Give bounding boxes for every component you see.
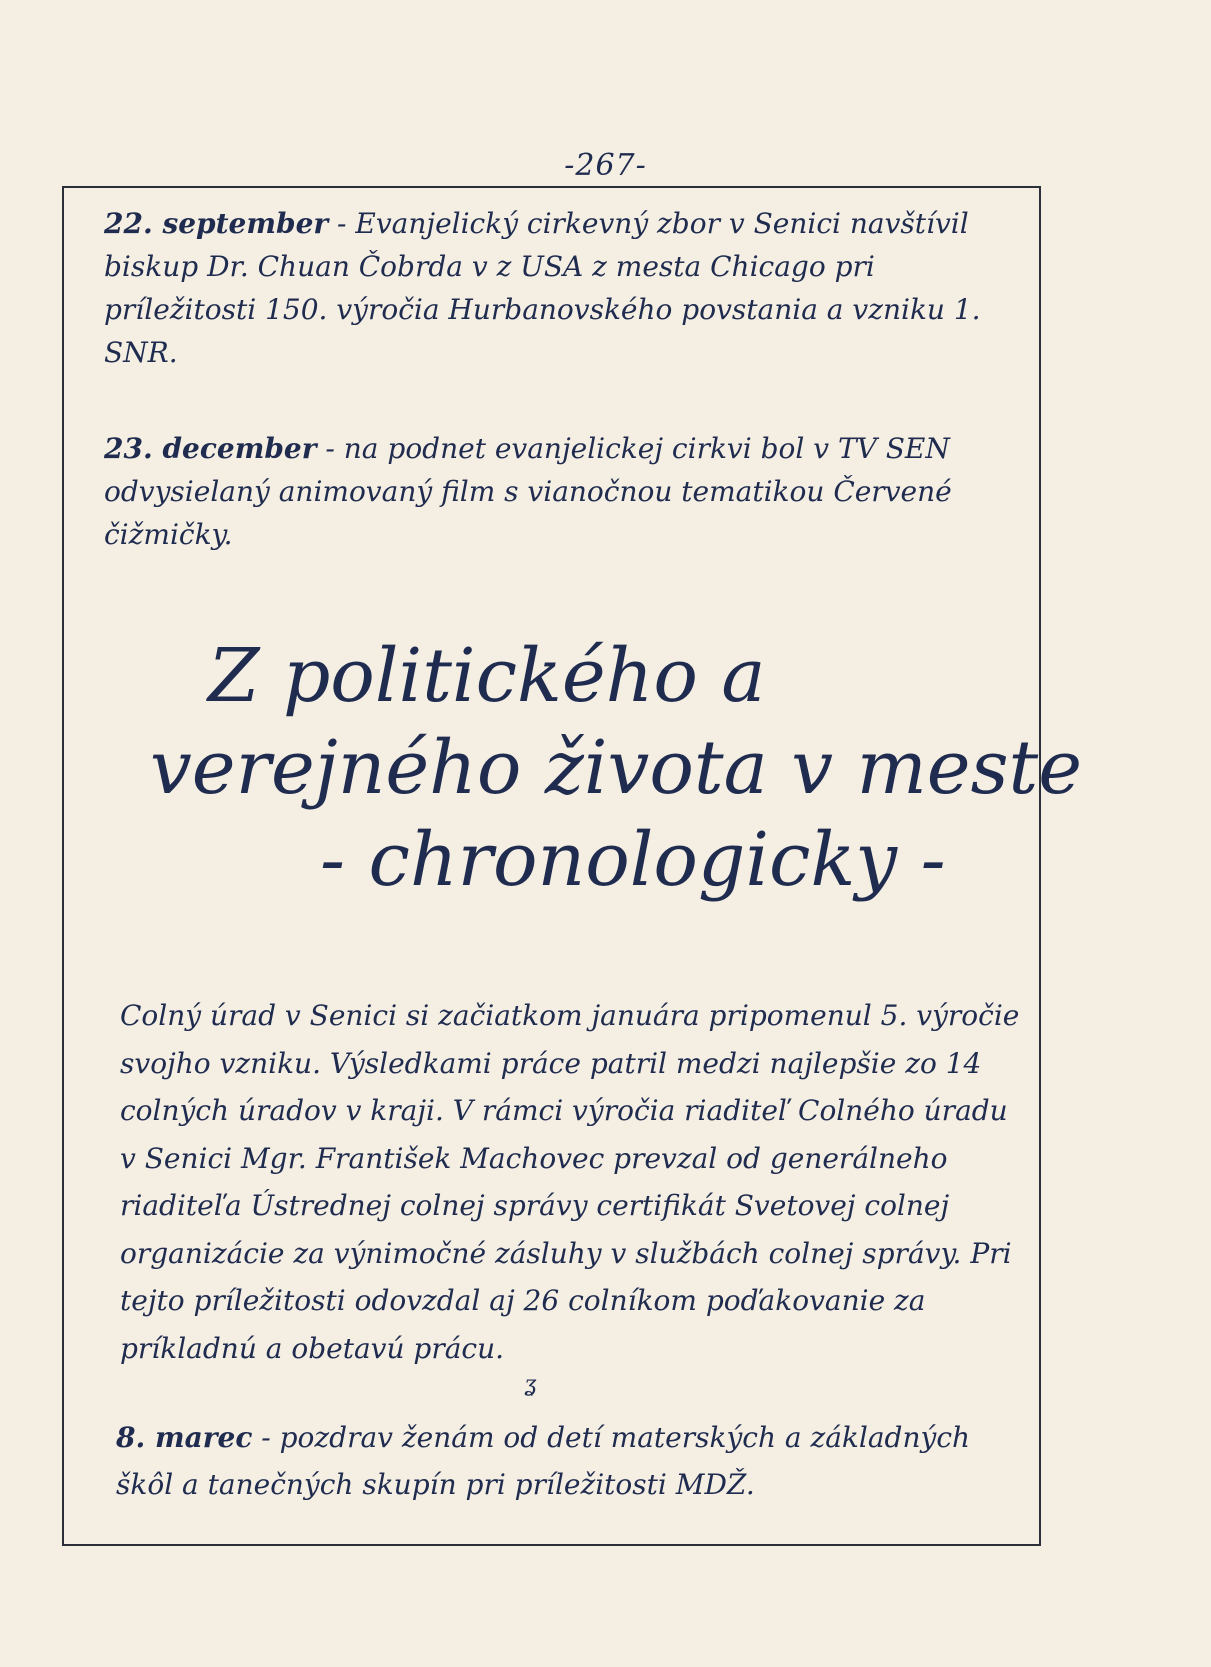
entry-text: - pozdrav ženám od detí materských a základných škôl a tanečných skupín pri príležitosti MDŽ.	[116, 1421, 971, 1501]
heading-line-2: verejného života v meste	[150, 725, 1083, 811]
separator-mark: ʓ	[524, 1372, 537, 1397]
entry-text: - Evanjelický cirkevný zbor v Senici navštívil biskup Dr. Chuan Čobrda v z USA z mesta Chicago pri príležitosti 150. výročia Hurbanovského povstania a vzniku 1. SNR.	[104, 207, 981, 369]
entry-march	[116, 1414, 1026, 1508]
entry-date: 23. december	[104, 432, 317, 465]
entry-december	[104, 427, 1026, 556]
entry-september	[104, 202, 1026, 374]
customs-office-paragraph: Colný úrad v Senici si začiatkom januára pripomenul 5. výročie svojho vzniku. Výsledkami práce patril medzi najlepšie zo 14 colných úradov v kraji. V rámci výročia riaditeľ Colného úradu v Senici Mgr. František Machovec prevzal od generálneho riaditeľa Ústrednej colnej správy certifikát Svetovej colnej organizácie za výnimočné zásluhy v službách colnej správy. Pri tejto príležitosti odovzdal aj 26 colníkom poďakovanie za príkladnú a obetavú prácu.	[120, 999, 1020, 1365]
heading-line-1: Z politického a	[208, 633, 766, 719]
section-heading	[150, 630, 1083, 906]
entry-date: 8. marec	[116, 1421, 253, 1454]
entry-text: - na podnet evanjelickej cirkvi bol v TV SEN odvysielaný animovaný film s vianočnou tematikou Červené čižmičky.	[104, 432, 952, 551]
page-number: -267-	[564, 148, 647, 183]
heading-line-3: - chronologicky -	[320, 817, 946, 903]
entry-date: 22. september	[104, 207, 329, 240]
